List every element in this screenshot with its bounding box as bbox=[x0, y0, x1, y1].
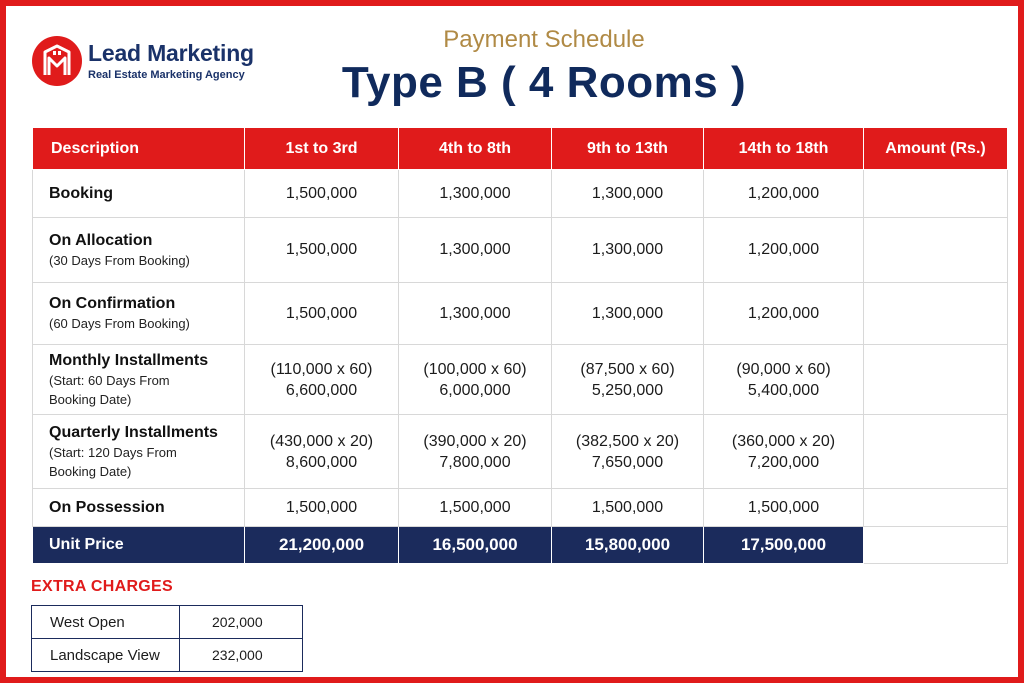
charge-label: Landscape View bbox=[32, 639, 180, 672]
page-subtitle: Payment Schedule bbox=[443, 26, 645, 53]
amount-cell bbox=[864, 489, 1008, 527]
amount-cell bbox=[864, 170, 1008, 218]
charge-value: 232,000 bbox=[180, 639, 303, 672]
table-cell: 1,300,000 bbox=[399, 170, 552, 218]
row-description bbox=[33, 283, 245, 345]
table-cell: 1,500,000 bbox=[245, 218, 399, 283]
table-cell: 1,300,000 bbox=[399, 283, 552, 345]
installment-total: 7,800,000 bbox=[439, 453, 511, 471]
table-row bbox=[32, 639, 303, 672]
amount-cell bbox=[864, 415, 1008, 489]
installment-formula: (87,500 x 60) bbox=[580, 360, 675, 378]
unit-price-row bbox=[33, 527, 1008, 564]
row-label: On Possession bbox=[49, 498, 165, 516]
table-cell: 1,500,000 bbox=[245, 489, 399, 527]
table-cell: 1,300,000 bbox=[399, 218, 552, 283]
table-row bbox=[33, 415, 1008, 489]
unit-price-value: 15,800,000 bbox=[552, 527, 704, 564]
extra-charges-title: EXTRA CHARGES bbox=[31, 578, 173, 595]
row-label: Booking bbox=[49, 184, 113, 202]
installment-formula: (360,000 x 20) bbox=[731, 432, 836, 450]
table-row bbox=[33, 170, 1008, 218]
table-row bbox=[33, 218, 1008, 283]
table-row bbox=[32, 606, 303, 639]
table-cell bbox=[399, 345, 552, 415]
brand-tagline: Real Estate Marketing Agency bbox=[88, 69, 245, 81]
unit-price-value: 16,500,000 bbox=[399, 527, 552, 564]
installment-total: 5,250,000 bbox=[591, 381, 664, 399]
installment-total: 5,400,000 bbox=[747, 381, 820, 399]
row-note: (60 Days From Booking) bbox=[49, 316, 190, 331]
brand-logo bbox=[32, 36, 292, 88]
page-title: Type B ( 4 Rooms ) bbox=[341, 58, 747, 107]
row-label: On Confirmation bbox=[49, 295, 176, 312]
table-cell bbox=[552, 415, 704, 489]
amount-cell bbox=[864, 527, 1008, 564]
column-header: 1st to 3rd bbox=[245, 128, 399, 170]
table-cell: 1,500,000 bbox=[704, 489, 864, 527]
installment-formula: (382,500 x 20) bbox=[575, 432, 680, 450]
table-cell: 1,200,000 bbox=[704, 283, 864, 345]
row-note: (Start: 60 Days From bbox=[49, 372, 170, 388]
table-cell bbox=[245, 415, 399, 489]
row-note: (30 Days From Booking) bbox=[49, 252, 190, 268]
charge-value: 202,000 bbox=[180, 606, 303, 639]
table-cell: 1,500,000 bbox=[399, 489, 552, 527]
table-cell bbox=[704, 345, 864, 415]
table-row bbox=[33, 489, 1008, 527]
amount-cell bbox=[864, 283, 1008, 345]
table-cell: 1,300,000 bbox=[552, 218, 704, 283]
unit-price-value: 21,200,000 bbox=[245, 527, 399, 564]
extra-charges-table bbox=[31, 605, 303, 672]
table-row bbox=[33, 345, 1008, 415]
row-note: (Start: 120 Days From bbox=[49, 444, 177, 460]
row-label: Monthly Installments bbox=[49, 351, 209, 369]
installment-formula: (430,000 x 20) bbox=[269, 432, 374, 450]
payment-schedule-table bbox=[32, 127, 1008, 564]
installment-formula: (90,000 x 60) bbox=[736, 360, 831, 378]
table-cell: 1,500,000 bbox=[245, 170, 399, 218]
installment-total: 8,600,000 bbox=[285, 453, 358, 471]
installment-total: 6,600,000 bbox=[285, 381, 358, 399]
installment-formula: (110,000 x 60) bbox=[270, 360, 373, 378]
building-m-logo-icon bbox=[32, 36, 82, 86]
unit-price-label: Unit Price bbox=[33, 527, 245, 564]
column-header: 14th to 18th bbox=[704, 128, 864, 170]
unit-price-value: 17,500,000 bbox=[704, 527, 864, 564]
row-description bbox=[33, 345, 245, 415]
table-header-row bbox=[33, 128, 1008, 170]
row-label: On Allocation bbox=[49, 231, 153, 249]
table-cell: 1,200,000 bbox=[704, 170, 864, 218]
installment-formula: (390,000 x 20) bbox=[423, 432, 527, 450]
brand-name: Lead Marketing bbox=[88, 40, 254, 66]
table-cell: 1,300,000 bbox=[552, 170, 704, 218]
installment-total: 7,650,000 bbox=[591, 453, 664, 471]
amount-cell bbox=[864, 345, 1008, 415]
column-header: Amount (Rs.) bbox=[864, 128, 1008, 170]
row-label: Quarterly Installments bbox=[49, 423, 218, 441]
row-description bbox=[33, 489, 245, 527]
charge-label: West Open bbox=[32, 606, 180, 639]
row-description bbox=[33, 170, 245, 218]
row-description bbox=[33, 415, 245, 489]
amount-cell bbox=[864, 218, 1008, 283]
installment-formula: (100,000 x 60) bbox=[423, 360, 527, 378]
table-cell: 1,300,000 bbox=[552, 283, 704, 345]
row-note: Booking Date) bbox=[49, 391, 132, 407]
column-header: Description bbox=[33, 128, 245, 170]
table-cell bbox=[399, 415, 552, 489]
table-cell: 1,200,000 bbox=[704, 218, 864, 283]
column-header: 4th to 8th bbox=[399, 128, 552, 170]
table-row bbox=[33, 283, 1008, 345]
table-cell: 1,500,000 bbox=[245, 283, 399, 345]
table-cell bbox=[245, 345, 399, 415]
row-description bbox=[33, 218, 245, 283]
row-note: Booking Date) bbox=[49, 463, 132, 479]
table-cell bbox=[704, 415, 864, 489]
table-cell bbox=[552, 345, 704, 415]
installment-total: 7,200,000 bbox=[747, 453, 820, 471]
installment-total: 6,000,000 bbox=[439, 381, 511, 399]
column-header: 9th to 13th bbox=[552, 128, 704, 170]
table-cell: 1,500,000 bbox=[552, 489, 704, 527]
